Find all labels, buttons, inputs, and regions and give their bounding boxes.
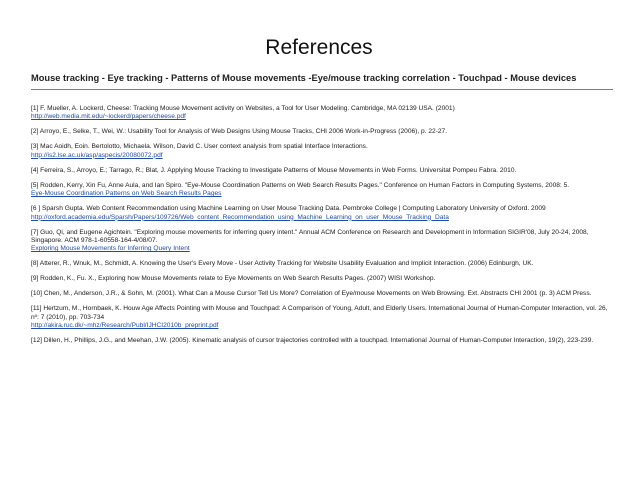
reference-link[interactable]: http://akira.ruc.dk/~mhz/Research/Publ/IJHCI2010b_preprint.pdf xyxy=(31,322,219,330)
reference-text: [3] Mac Aoidh, Eoin. Bertolotto, Michaela. Wilson, David C. User context analysis from spatial Interface Interactions. xyxy=(31,143,368,151)
reference-item xyxy=(31,275,611,283)
reference-link[interactable]: http://web.media.mit.edu/~lockerd/papers/cheese.pdf xyxy=(31,113,186,121)
reference-text: [8] Atterer, R., Wnuk, M., Schmidt, A. Knowing the User's Every Move - User Activity Tracking for Website Usability Evaluation and Implicit Interaction. (2006) Edinburgh, UK. xyxy=(31,260,534,268)
reference-item xyxy=(31,260,611,268)
reference-text: [12] Dillen, H., Phillips, J.G., and Meehan, J.W. (2005). Kinematic analysis of cursor trajectories controlled with a touchpad. International Journal of Human-Computer Interaction, 19(2), 223-239. xyxy=(31,337,594,345)
reference-item xyxy=(31,229,611,254)
reference-text: [9] Rodden, K., Fu. X., Exploring how Mouse Movements relate to Eye Movements on Web Search Results Pages. (2007) WISI Workshop. xyxy=(31,275,436,283)
reference-link[interactable]: http://is2.lse.ac.uk/asp/aspecis/20080072.pdf xyxy=(31,151,163,159)
reference-item xyxy=(31,143,611,160)
page-title: References xyxy=(265,36,373,59)
reference-item xyxy=(31,337,611,345)
reference-item xyxy=(31,305,611,330)
reference-link[interactable]: Eye-Mouse Coordination Patterns on Web Search Results Pages xyxy=(31,190,222,198)
reference-link[interactable]: Exploring Mouse Movements for Inferring Query Intent xyxy=(31,245,190,253)
reference-item xyxy=(31,128,611,136)
reference-text: [4] Ferreira, S., Arroyo, E.; Tarrago, R.; Blat, J. Applying Mouse Tracking to Investigate Patterns of Mouse Movements in Web Forms. Universitat Pompeu Fabra. 2010. xyxy=(31,166,517,174)
reference-item xyxy=(31,105,611,122)
divider xyxy=(31,89,613,90)
topic-subtitle: Mouse tracking - Eye tracking - Patterns of Mouse movements -Eye/mouse tracking correlation - Touchpad - Mouse devices xyxy=(31,73,577,83)
reference-item xyxy=(31,205,611,222)
reference-item xyxy=(31,290,611,298)
reference-link[interactable]: http://oxford.academia.edu/Sparsh/Papers/109726/Web_content_Recommendation_using_Machine_Learning_on_user_Mouse_Tracking_Data xyxy=(31,213,449,221)
reference-text: [11] Hertzum, M., Hornbaek, K. Houw Age Affects Pointing with Mouse and Touchpad: A Comparison of Young, Adult, and Elderly Users. International Journal of Human-Computer Interaction, vol. 26, nº: 7 (2010), pp. 703-734 xyxy=(31,305,608,321)
reference-text: [2] Arroyo, E., Selke, T., Wei, W.: Usability Tool for Analysis of Web Designs Using Mouse Tracks, CHI 2006 Work-in-Progress (2006), p. 22-27. xyxy=(31,128,448,136)
reference-text: [10] Chen, M., Anderson, J.R., & Sohn, M. (2001). What Can a Mouse Cursor Tell Us More? Correlation of Eye/mouse Movements on Web Browsing. Ext. Abstracts CHI 2001 (p. 3) ACM Press. xyxy=(31,290,592,298)
reference-text: [5] Rodden, Kerry, Xin Fu, Anne Aula, and Ian Spiro. "Eye-Mouse Coordination Patterns on Web Search Results Pages." Conference on Human Factors in Computing Systems, 2008: 5. xyxy=(31,181,570,189)
reference-text: [6 ] Sparsh Gupta. Web Content Recommendation using Machine Learning on User Mouse Tracking Data. Pembroke College | Computing Laboratory University of Oxford. 2009 xyxy=(31,205,546,213)
reference-text: [7] Guo, Qi, and Eugene Agichtein. "Exploring mouse movements for inferring query intent." Annual ACM Conference on Research and Development in Information SIGIR'08, July 20-24, 2008, Singapore. ACM 978-1-60558-164-4/08/07. xyxy=(31,228,589,245)
reference-item xyxy=(31,167,611,175)
reference-list xyxy=(31,105,611,352)
reference-item xyxy=(31,182,611,199)
reference-text: [1] F. Mueller, A. Lockerd, Cheese: Tracking Mouse Movement activity on Websites, a Tool for User Modeling. Cambridge, MA 02139 USA. (2001) xyxy=(31,105,455,112)
